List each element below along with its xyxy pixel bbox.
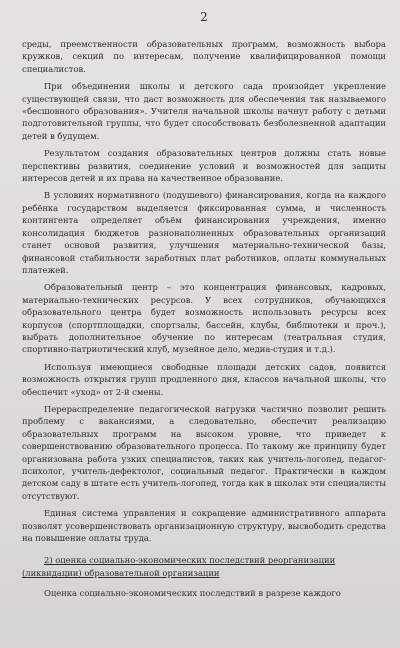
section-heading: 2) оценка социально-экономических последствий реорганизации (ликвидации) образовательной организации [22,555,336,578]
paragraph-workload-redistribution: Перераспределение педагогической нагрузки частично позволит решить проблему с вакансиями, а следовательно, обеспечит реализацию образовательных программ на высоком уровне, что приведет к совершенствованию образовательного процесса. По такому же принципу будет организована работа узких специалистов, таких как учитель-логопед, педагог-психолог, учитель-дефектолог, социальный педагог. Практически в каждом детском саду в штате есть учитель-логопед, тогда как в школах эти специалисты отсутствуют. [22,403,386,501]
paragraph-assessment-start: Оценка социально-экономических последствий в разрезе каждого [44,588,341,599]
paragraph-school-kindergarten-merger: При объединении школы и детского сада произойдет укрепление существующей связи, что даст возможность для обеспечения так называемого «бесшовного образования». Учителя начальной школы начнут работу с детьми подготовительной группы, что будет способствовать безболезненной адаптации детей в будущем. [22,81,386,141]
paragraph-continuation: среды, преемственности образовательных программ, возможность выбора кружков, секций по интересам, получение квалифицированной помощи специалистов. [22,39,386,74]
paragraph-normative-financing: В условиях нормативного (подушевого) финансирования, когда на каждого ребёнка государством выделяется фиксированная сумма, и численность контингента определяет объём финансирования учреждения, именно консолидация бюджетов разнонаполненных образовательных организаций станет основой развития, улучшения материально-технической базы, финансовой стабильности заработных плат работников, оплаты коммунальных платежей. [22,190,386,275]
paragraph-educational-centers-result: Результатом создания образовательных центров должны стать новые перспективы развития, соединение условий и возможностей для защиты интересов детей и их права на качественное образование. [22,148,386,184]
paragraph-unified-management: Единая система управления и сокращение административного аппарата позволят усовершенствовать организационную структуру, высвободить средства на повышение оплаты труда. [22,508,386,544]
page-number: 2 [200,10,208,24]
paragraph-resource-concentration: Образовательный центр – это концентрация финансовых, кадровых, материально-технических ресурсов. У всех сотрудников, обучающихся образовательного центра будет возможность использовать ресурсы всех корпусов (спортплощадки, спортзалы, бассейн, клубы, библиотеки и проч.), выбрать дополнительное обучение по интересам (театральная студия, спортивно-патриотический клуб, музейное дело, медиа-студия и т.д.). [22,282,386,355]
paragraph-free-space-usage: Используя имеющиеся свободные площади детских садов, появится возможность открытия групп продленного дня, классов начальной школы, что обеспечит «уход» от 2-й смены. [22,361,386,397]
